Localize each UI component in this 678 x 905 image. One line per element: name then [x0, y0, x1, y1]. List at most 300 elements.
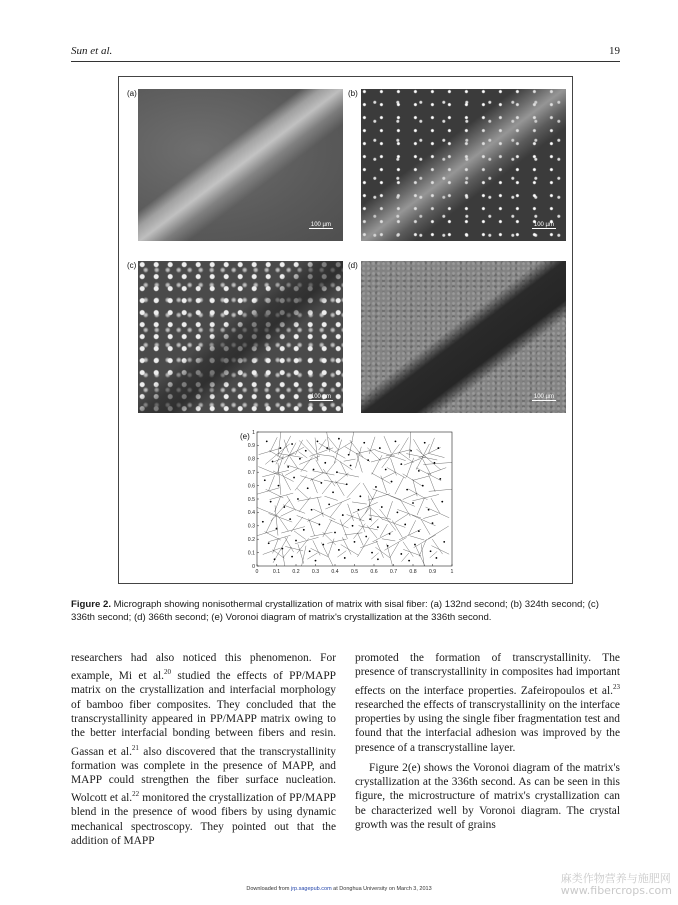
voronoi-edge	[342, 537, 351, 554]
nucleus-point	[268, 542, 270, 544]
voronoi-edge	[270, 493, 294, 499]
nucleus-point	[291, 556, 293, 558]
voronoi-edge	[275, 505, 278, 535]
nucleus-point	[334, 532, 336, 534]
nucleus-point	[424, 442, 426, 444]
watermark-line: 麻类作物营养与施肥网	[560, 872, 671, 885]
nucleus-point	[311, 509, 313, 511]
voronoi-edge	[273, 538, 279, 553]
voronoi-edge	[391, 458, 397, 475]
x-tick-label: 0.4	[331, 569, 339, 575]
voronoi-edge	[356, 453, 362, 472]
voronoi-edge	[380, 509, 396, 530]
voronoi-edge	[390, 496, 415, 507]
voronoi-edge	[287, 465, 308, 471]
scale-bar-d: 100 µm	[533, 394, 554, 400]
nucleus-point	[319, 524, 321, 526]
voronoi-edge	[316, 460, 323, 473]
nucleus-point	[338, 438, 340, 440]
nucleus-point	[305, 450, 307, 452]
voronoi-edge	[359, 526, 378, 530]
voronoi-edge	[295, 475, 307, 490]
voronoi-edge	[319, 443, 346, 458]
nucleus-point	[418, 470, 420, 472]
paragraph	[71, 651, 336, 848]
voronoi-edge	[415, 544, 425, 566]
voronoi-edge	[347, 483, 360, 498]
voronoi-edge	[337, 551, 346, 557]
voronoi-edge	[328, 539, 334, 556]
voronoi-edge	[380, 524, 387, 537]
voronoi-edge	[419, 447, 441, 458]
voronoi-edge	[381, 476, 387, 493]
voronoi-edge	[318, 454, 334, 456]
voronoi-edge	[371, 456, 395, 462]
voronoi-edge	[287, 496, 296, 511]
nucleus-point	[348, 454, 350, 456]
voronoi-diagram	[235, 428, 460, 580]
voronoi-edge	[340, 519, 347, 538]
voronoi-edge	[410, 536, 425, 540]
voronoi-edge	[268, 535, 290, 541]
voronoi-edge	[382, 519, 406, 528]
voronoi-edge	[399, 452, 414, 463]
nucleus-point	[320, 482, 322, 484]
voronoi-edge	[395, 514, 408, 523]
micrograph-panel-a	[138, 89, 343, 241]
voronoi-edge	[344, 459, 356, 461]
voronoi-edge	[310, 472, 325, 481]
voronoi-edge	[310, 448, 334, 457]
nucleus-point	[436, 557, 438, 559]
voronoi-edge	[329, 520, 348, 529]
nucleus-point	[280, 447, 282, 449]
voronoi-edge	[403, 493, 418, 499]
nucleus-point	[342, 514, 344, 516]
voronoi-edge	[355, 447, 361, 468]
voronoi-edge	[368, 494, 390, 500]
voronoi-edge	[269, 475, 275, 490]
voronoi-edge	[312, 478, 318, 493]
voronoi-edge	[333, 457, 352, 470]
paragraph	[355, 651, 620, 755]
citation-ref: 20	[164, 668, 172, 677]
nucleus-point	[264, 479, 266, 481]
nucleus-point	[441, 501, 443, 503]
nucleus-point	[299, 458, 301, 460]
nucleus-point	[381, 506, 383, 508]
nucleus-point	[391, 481, 393, 483]
voronoi-edge	[392, 521, 402, 538]
y-tick-label: 1	[252, 429, 255, 436]
nucleus-point	[397, 512, 399, 514]
voronoi-edge	[422, 458, 431, 475]
x-tick-label: 0.5	[350, 569, 359, 575]
voronoi-edge	[390, 542, 399, 557]
nucleus-point	[276, 528, 278, 530]
nucleus-point	[293, 477, 295, 479]
voronoi-cells	[257, 432, 452, 566]
voronoi-edge	[297, 538, 309, 553]
voronoi-edge	[306, 440, 316, 453]
y-tick-label: 0.5	[247, 496, 255, 503]
voronoi-edge	[277, 456, 283, 473]
voronoi-edge	[285, 546, 303, 550]
voronoi-edge	[423, 514, 438, 518]
voronoi-edge	[273, 550, 285, 559]
nucleus-point	[309, 550, 311, 552]
nucleus-point	[439, 478, 441, 480]
y-tick-label: 0.1	[247, 550, 255, 557]
voronoi-edge	[282, 473, 291, 490]
nucleus-point	[281, 548, 283, 550]
voronoi-edge	[416, 444, 429, 470]
page-number: 19	[609, 45, 620, 57]
voronoi-edge	[294, 531, 306, 540]
voronoi-edge	[283, 547, 292, 558]
nucleus-point	[387, 545, 389, 547]
voronoi-edge	[371, 553, 378, 559]
nucleus-point	[278, 485, 280, 487]
figure-caption	[71, 598, 620, 624]
voronoi-edge	[300, 476, 321, 482]
x-tick-label: 0.1	[272, 569, 281, 575]
nucleus-point	[412, 502, 414, 504]
voronoi-edge	[342, 515, 354, 526]
voronoi-edge	[281, 527, 305, 533]
voronoi-edge	[369, 437, 375, 454]
x-tick-label: 0.6	[370, 569, 378, 575]
voronoi-edge	[384, 436, 391, 453]
y-tick-label: 0	[252, 563, 255, 570]
voronoi-edge	[282, 548, 285, 566]
voronoi-edge	[430, 551, 437, 557]
x-tick-label: 0.7	[389, 569, 398, 575]
voronoi-edge	[350, 440, 363, 457]
voronoi-edge	[413, 439, 422, 454]
voronoi-edge	[413, 476, 429, 480]
caption-label: Figure 2.	[71, 599, 111, 610]
nucleus-point	[336, 471, 338, 473]
voronoi-edge	[335, 441, 353, 452]
scale-bar-a: 100 µm	[310, 222, 331, 228]
body-column-left	[71, 651, 336, 848]
voronoi-edge	[312, 471, 334, 475]
voronoi-edge	[299, 440, 318, 459]
nucleus-point	[326, 447, 328, 449]
y-tick-label: 0.6	[247, 483, 255, 490]
voronoi-edge	[373, 489, 401, 500]
voronoi-edge	[324, 480, 346, 484]
nucleus-point	[344, 557, 346, 559]
nucleus-point	[359, 495, 361, 497]
voronoi-edge	[298, 544, 304, 563]
plot-border	[257, 432, 452, 566]
text-run: monitored the crystallization of PP/MAPP blend in the presence of wood fibers by using dynamic mechanical spectroscopy. They pointed out that the addition of MAPP	[71, 792, 337, 847]
voronoi-edge	[428, 453, 444, 457]
voronoi-edge	[278, 432, 281, 457]
voronoi-edge	[416, 449, 440, 470]
voronoi-edge	[414, 535, 436, 548]
voronoi-edge	[395, 477, 404, 494]
paragraph: Figure 2(e) shows the Voronoi diagram of the matrix's crystallization at the 336th second. As can be seen in this figure, the microstructure of matrix's crystallization can be characterized well by Voronoi diagram. The crystal growth was the result of grains	[355, 761, 620, 832]
nucleus-point	[289, 518, 291, 520]
voronoi-edge	[365, 490, 377, 514]
nucleus-point	[437, 447, 439, 449]
nucleus-point	[367, 459, 369, 461]
y-tick-label: 0.2	[247, 537, 255, 543]
y-tick-label: 0.9	[247, 443, 255, 450]
voronoi-edge	[382, 539, 395, 541]
nucleus-point	[317, 440, 319, 442]
nucleus-point	[307, 487, 309, 489]
voronoi-edge	[426, 507, 450, 518]
voronoi-edge	[348, 504, 354, 521]
voronoi-edge	[408, 520, 415, 535]
nucleus-point	[338, 549, 340, 551]
micrograph-panel-c	[138, 261, 343, 413]
nucleus-point	[404, 524, 406, 526]
voronoi-edge	[382, 444, 400, 468]
nucleus-point	[395, 440, 397, 442]
voronoi-edge	[406, 458, 413, 477]
x-tick-label: 0.2	[292, 569, 300, 575]
voronoi-edge	[429, 468, 447, 474]
voronoi-edge	[352, 502, 367, 504]
nucleus-point	[352, 525, 354, 527]
voronoi-edge	[269, 513, 293, 522]
voronoi-edge	[288, 447, 304, 456]
micrograph-panel-d	[361, 261, 566, 413]
voronoi-edge	[372, 531, 393, 542]
scale-bar-c: 100 µm	[310, 394, 331, 400]
voronoi-edge	[258, 467, 279, 476]
y-tick-label: 0.7	[247, 470, 255, 476]
voronoi-edge	[429, 489, 452, 491]
nucleus-point	[332, 491, 334, 493]
voronoi-edge	[370, 519, 379, 528]
nucleus-point	[363, 442, 365, 444]
micrograph-panel-b	[361, 89, 566, 241]
voronoi-edge	[357, 533, 363, 546]
voronoi-edge	[428, 473, 435, 492]
scale-bar-b: 100 µm	[533, 222, 554, 228]
nucleus-point	[354, 541, 356, 543]
voronoi-edge	[313, 509, 335, 520]
nucleus-point	[406, 489, 408, 491]
nucleus-point	[432, 522, 434, 524]
voronoi-edge	[345, 533, 363, 535]
nucleus-point	[350, 465, 352, 467]
text-run: studied the effects of PP/MAPP matrix on the crystallization and interfacial morphology of bamboo fiber composites. They concluded that the transcrystallinity appeared in PP/MAPP matrix owing to the better interfacial bonding between fibers and resin. Gassan et al.	[71, 670, 336, 758]
x-tick-label: 0.3	[311, 569, 320, 575]
nucleus-point	[274, 558, 276, 560]
footer-link[interactable]: jrp.sagepub.com	[290, 886, 332, 892]
watermark-line: www.fibercrops.com	[560, 884, 672, 897]
nucleus-point	[266, 440, 268, 442]
nucleus-point	[358, 509, 360, 511]
voronoi-edge	[387, 468, 406, 479]
nucleus-point	[272, 461, 274, 463]
voronoi-edge	[387, 501, 393, 518]
voronoi-edge	[270, 437, 277, 452]
voronoi-edge	[402, 553, 409, 562]
voronoi-edge	[349, 432, 353, 455]
voronoi-edge	[372, 455, 382, 474]
voronoi-edge	[367, 525, 377, 538]
voronoi-edge	[319, 439, 326, 450]
nucleus-point	[434, 462, 436, 464]
voronoi-edge	[382, 472, 395, 478]
voronoi-edge	[257, 488, 280, 494]
nucleus-point	[315, 560, 317, 562]
voronoi-edge	[376, 541, 383, 558]
nucleus-point	[303, 529, 305, 531]
y-tick-label: 0.4	[247, 510, 255, 517]
nucleus-point	[322, 544, 324, 546]
voronoi-edge	[297, 488, 309, 499]
panel-label-e: (e)	[240, 432, 250, 441]
nucleus-point	[287, 466, 289, 468]
voronoi-edge	[269, 450, 284, 459]
voronoi-edge	[326, 461, 336, 474]
running-head-author: Sun et al.	[71, 45, 113, 57]
voronoi-edge	[301, 457, 313, 472]
voronoi-edge	[398, 437, 408, 454]
nucleus-point	[346, 483, 348, 485]
voronoi-edge	[403, 542, 413, 557]
voronoi-edge	[281, 510, 294, 516]
footer-text: Downloaded from	[246, 886, 291, 892]
voronoi-edge	[323, 520, 332, 537]
voronoi-edge	[397, 509, 421, 518]
nucleus-point	[385, 469, 387, 471]
panel-label-c: (c)	[127, 261, 137, 270]
text-run: researched the effects of transcrystallinity on the interface properties by using the single fiber fragmentation test and found that the interfacial adhesion was improved by the presence of a transcrystalline layer.	[355, 698, 620, 754]
x-tick-label: 0	[255, 569, 259, 575]
voronoi-edge	[341, 545, 359, 556]
voronoi-edge	[324, 496, 337, 500]
voronoi-edge	[423, 462, 452, 464]
nucleus-point	[443, 541, 445, 543]
voronoi-edge	[299, 456, 320, 465]
voronoi-edge	[421, 520, 430, 535]
voronoi-edge	[283, 505, 305, 514]
panel-label-a: (a)	[127, 89, 137, 98]
voronoi-edge	[417, 498, 424, 515]
voronoi-edge	[338, 473, 359, 477]
voronoi-edge	[266, 518, 273, 533]
voronoi-edge	[278, 463, 281, 495]
nucleus-point	[283, 506, 285, 508]
nucleus-point	[270, 501, 272, 503]
voronoi-edge	[307, 553, 317, 559]
y-tick-label: 0.3	[247, 523, 255, 530]
header-rule	[71, 61, 620, 62]
voronoi-edge	[357, 538, 369, 557]
voronoi-edge	[404, 457, 426, 466]
voronoi-edge	[262, 470, 289, 476]
nucleus-point	[377, 526, 379, 528]
panel-label-b: (b)	[348, 89, 358, 98]
x-tick-label: 0.8	[409, 569, 417, 575]
nucleus-point	[400, 463, 402, 465]
voronoi-edge	[295, 537, 319, 543]
voronoi-edge	[285, 537, 294, 552]
text-run: promoted the formation of transcrystallinity. The presence of transcrystallinity in composites had important effects on the interface properties. Zafeiropoulos et al.	[355, 652, 620, 697]
panel-label-d: (d)	[348, 261, 358, 270]
nucleus-point	[375, 486, 377, 488]
voronoi-edge	[431, 546, 449, 555]
voronoi-edge	[428, 526, 449, 539]
voronoi-edge	[307, 513, 323, 522]
nucleus-point	[377, 558, 379, 560]
voronoi-edge	[278, 516, 288, 531]
citation-ref: 23	[613, 682, 620, 691]
nucleus-point	[422, 485, 424, 487]
voronoi-edge	[299, 497, 311, 512]
x-tick-label: 0.9	[428, 569, 437, 575]
voronoi-edge	[412, 494, 439, 500]
voronoi-edge	[259, 448, 281, 454]
nucleus-point	[410, 450, 412, 452]
voronoi-edge	[359, 508, 369, 521]
voronoi-edge	[334, 440, 341, 464]
text-run: researchers had also noticed this phenomenon. For example, Mi et al.	[71, 652, 336, 683]
nucleus-point	[295, 540, 297, 542]
nucleus-point	[313, 469, 315, 471]
footer-text: at Donghua University on March 3, 2013	[331, 886, 432, 892]
nucleus-point	[379, 447, 381, 449]
voronoi-edge	[340, 461, 347, 476]
nucleus-point	[428, 509, 430, 511]
site-watermark	[561, 873, 672, 897]
nucleus-point	[262, 521, 264, 523]
nucleus-point	[291, 443, 293, 445]
voronoi-edge	[297, 515, 319, 524]
nucleus-point	[369, 518, 371, 520]
y-tick-label: 0.8	[247, 456, 255, 463]
voronoi-edge	[323, 469, 335, 486]
nucleus-point	[371, 552, 373, 554]
voronoi-edge	[358, 513, 365, 532]
body-column-right	[355, 651, 620, 832]
nucleus-point	[389, 533, 391, 535]
voronoi-edge	[363, 483, 373, 500]
text-run: also discovered that the transcrystallinity formation was complete in the presence of MAPP, and MAPP could strengthen the fiber surface nucleation. Wolcott et al.	[71, 745, 336, 805]
voronoi-edge	[317, 497, 323, 516]
voronoi-edge	[313, 540, 320, 555]
voronoi-edge	[431, 498, 440, 513]
nucleus-point	[297, 498, 299, 500]
nucleus-point	[324, 462, 326, 464]
citation-ref: 21	[131, 743, 139, 752]
voronoi-edge	[295, 440, 302, 455]
voronoi-edge	[322, 481, 332, 494]
caption-text: Micrograph showing nonisothermal crystallization of matrix with sisal fiber: (a) 132nd second; (b) 324th second; (c) 336th second; (d) 366th second; (e) Voronoi diagram of matrix's crystallization at the 336th second.	[71, 599, 599, 623]
x-tick-label: 1	[450, 569, 454, 575]
voronoi-edge	[371, 473, 390, 484]
nucleus-point	[365, 536, 367, 538]
nucleus-point	[430, 550, 432, 552]
nucleus-point	[328, 503, 330, 505]
nucleus-point	[414, 544, 416, 546]
voronoi-edge	[285, 469, 297, 475]
citation-ref: 22	[132, 790, 140, 799]
nucleus-point	[400, 553, 402, 555]
nucleus-point	[418, 530, 420, 532]
nucleus-point	[408, 560, 410, 562]
